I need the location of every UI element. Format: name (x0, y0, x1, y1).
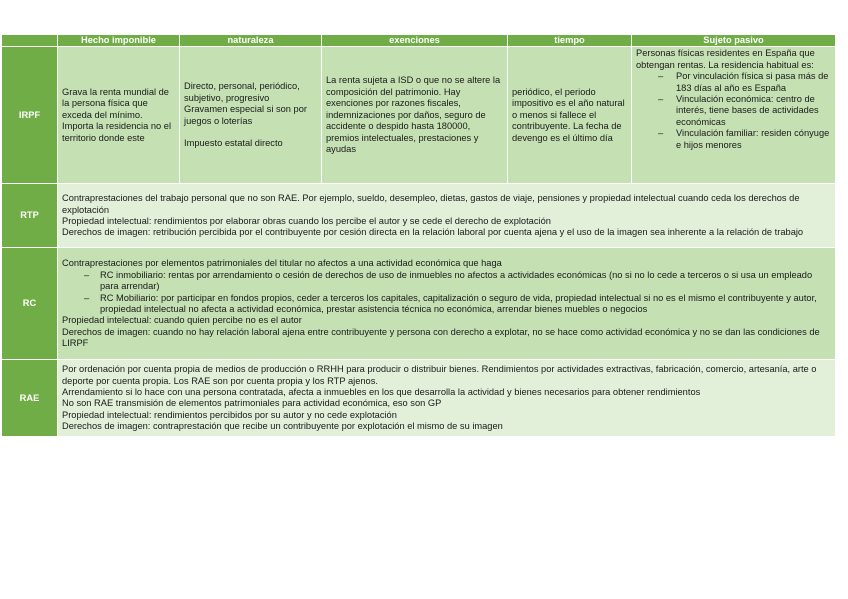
header-exenciones: exenciones (322, 35, 508, 47)
header-hecho-imponible: Hecho imponible (58, 35, 180, 47)
irpf-naturaleza-line: Gravamen especial si son por juegos o loterías (184, 104, 307, 126)
rtp-line: Contraprestaciones del trabajo personal que no son RAE. Por ejemplo, sueldo, desempleo, dietas, gastos de viaje, pensiones y propiedad intelectual cuando ceda los derechos de explotación (62, 193, 800, 215)
irpf-exenciones: La renta sujeta a ISD o que no se altere la composición del patrimonio. Hay exenciones por razones fiscales, indemnizaciones por daños, seguro de accidente o despido hasta 180000, premios intelectuales, prestaciones y ayudas (322, 47, 508, 184)
tax-summary-table (1, 34, 836, 437)
rc-intro: Contraprestaciones por elementos patrimoniales del titular no afectos a una actividad económica que haga (62, 258, 502, 269)
irpf-sujeto-pasivo (632, 47, 836, 184)
rae-line: No son RAE transmisión de elementos patrimoniales para actividad económica, eso son GP (62, 398, 442, 409)
list-item: – Vinculación económica: centro de interés, tiene bases de actividades económicas (658, 94, 831, 128)
rc-line: Derechos de imagen: cuando no hay relación laboral ajena entre contribuyente y persona con derecho a explotar, no se hace como actividad económica y no se dan las condiciones de LIRPF (62, 326, 820, 349)
header-naturaleza: naturaleza (180, 35, 322, 47)
rc-content (58, 248, 836, 360)
row-label-rc: RC (2, 248, 58, 360)
irpf-naturaleza-line: Directo, personal, periódico, subjetivo, progresivo (184, 81, 300, 103)
irpf-sujeto-list (636, 71, 831, 151)
row-label-rtp: RTP (2, 184, 58, 248)
rc-list (62, 270, 831, 316)
row-rc (2, 248, 836, 360)
rae-line: Derechos de imagen: contraprestación que recibe un contribuyente por explotación el mismo de su imagen (62, 421, 503, 432)
row-rtp (2, 184, 836, 248)
row-irpf (2, 47, 836, 184)
list-item: – Vinculación familiar: residen cónyuge e hijos menores (658, 128, 831, 151)
row-rae (2, 360, 836, 437)
rtp-line: Propiedad intelectual: rendimientos por elaborar obras cuando los percibe el autor y se cede el derecho de explotación (62, 215, 551, 226)
irpf-naturaleza (180, 47, 322, 184)
irpf-tiempo: periódico, el periodo impositivo es el año natural o menos si fallece el contribuyente. La fecha de devengo es el último día (508, 47, 632, 184)
list-item: – Por vinculación física si pasa más de 183 días al año es España (658, 71, 831, 94)
header-sujeto-pasivo: Sujeto pasivo (632, 35, 836, 47)
irpf-naturaleza-line: Impuesto estatal directo (184, 138, 283, 149)
list-item: – RC inmobiliario: rentas por arrendamiento o cesión de derechos de uso de inmuebles no afectos a actividades económicas (no si no lo cede a terceros o si usa un empleado para arrendar) (84, 270, 831, 293)
list-item: – RC Mobiliario: por participar en fondos propios, ceder a terceros los capitales, capitalización o seguro de vida, propiedad intelectual si no es el mismo el contribuyente y autor, propiedad intelectual no afecta a actividad económica, prestar asistencia técnica no económica, arrendar bienes muebles o negocios (84, 293, 831, 316)
row-label-rae: RAE (2, 360, 58, 437)
rtp-line: Derechos de imagen: retribución percibida por el contribuyente por cesión directa en la relación laboral por cuenta ajena y el uso de la imagen sea inherente a la relación de trabajo (62, 227, 804, 238)
irpf-hecho-imponible: Grava la renta mundial de la persona física que exceda del mínimo. Importa la residencia no el territorio donde este (58, 47, 180, 184)
rtp-content (58, 184, 836, 248)
row-label-irpf: IRPF (2, 47, 58, 184)
header-corner (2, 35, 58, 47)
rae-line: Arrendamiento si lo hace con una persona contratada, afecta a inmuebles en los que desarrolla la actividad y bienes necesarios para obtener rendimientos (62, 387, 701, 397)
rae-line: Propiedad intelectual: rendimientos percibidos por su autor y no cede explotación (62, 409, 397, 420)
rae-line: Por ordenación por cuenta propia de medios de producción o RRHH para producir o distribuir bienes. Rendimientos por actividades extractivas, fabricación, comercio, artesanía, arte o deporte por cuenta propia. Los RAE son por cuenta propia y los RTP ajenos. (62, 364, 817, 386)
rae-content (58, 360, 836, 437)
header-row (2, 35, 836, 47)
irpf-sujeto-intro: Personas físicas residentes en España que obtengan rentas. La residencia habitual es: (636, 48, 815, 70)
rc-line: Propiedad intelectual: cuando quien percibe no es el autor (62, 315, 302, 326)
header-tiempo: tiempo (508, 35, 632, 47)
